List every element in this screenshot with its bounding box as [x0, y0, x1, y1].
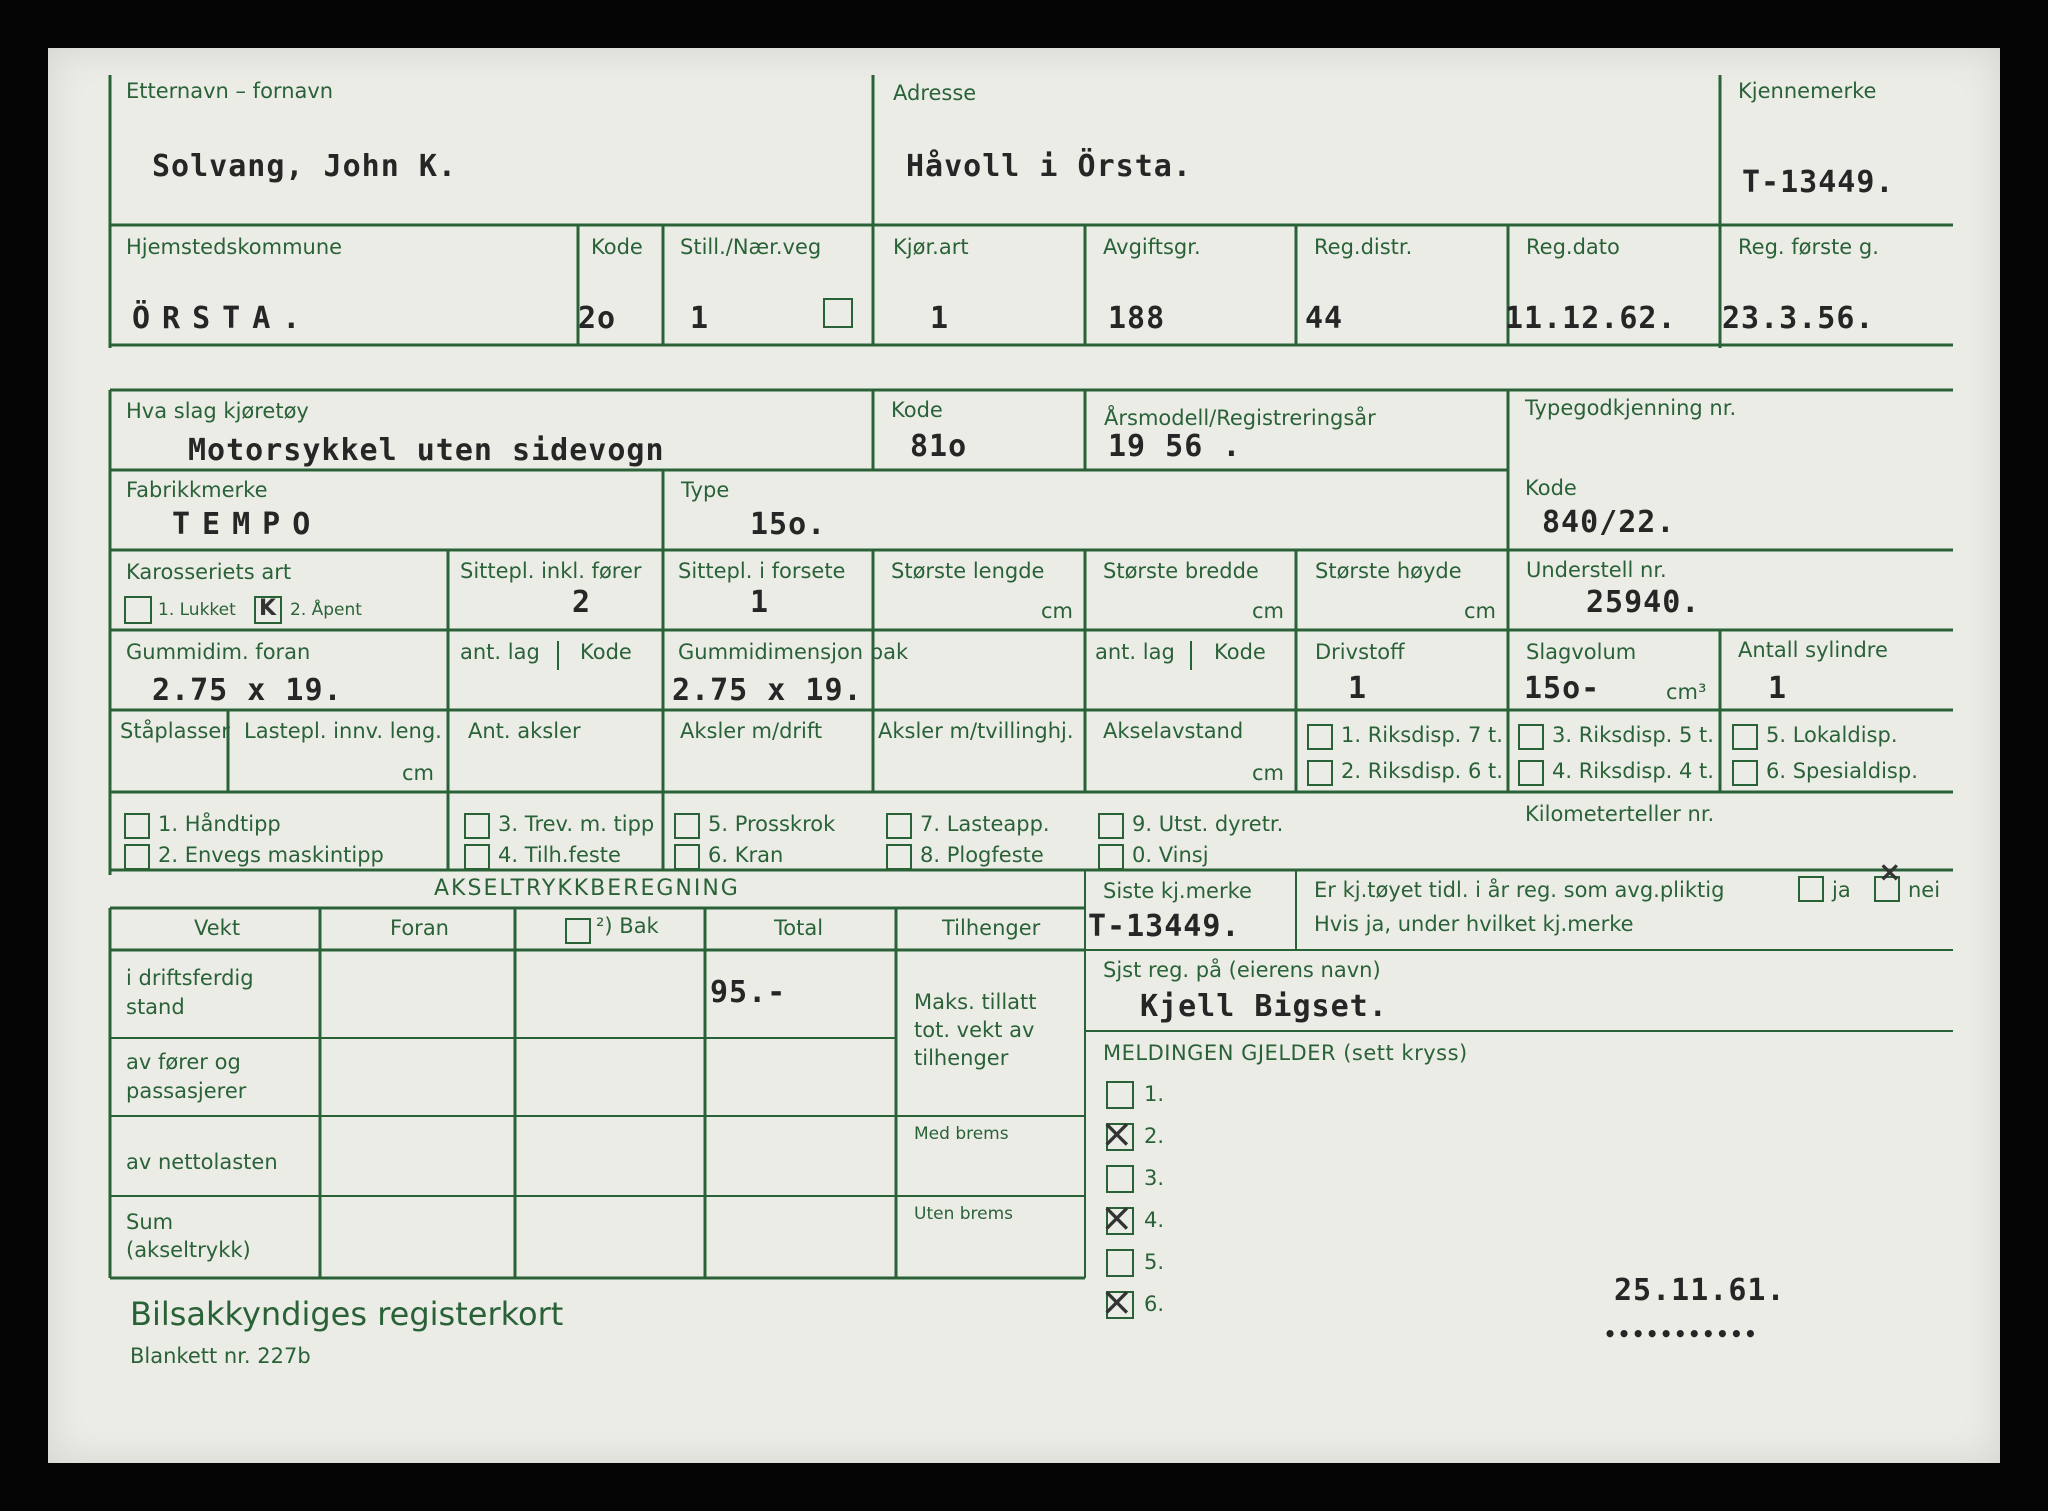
equip4-checkbox[interactable]: [464, 844, 490, 870]
equip3-checkbox[interactable]: [464, 813, 490, 839]
wheelbase-label: Akselavstand: [1103, 719, 1244, 743]
last-plate-label: Siste kj.merke: [1103, 879, 1252, 903]
form-grid-lines: [48, 48, 2000, 1463]
model-year-value: 19 56 .: [1108, 429, 1242, 464]
prev-reg-no-label: nei: [1908, 878, 1941, 902]
code-label: Kode: [591, 235, 643, 259]
drive-axles-label: Aksler m/drift: [680, 719, 823, 743]
rear-checkbox[interactable]: [565, 918, 591, 944]
height-unit: cm: [1464, 599, 1497, 623]
disp6-label: 6. Spesialdisp.: [1766, 759, 1918, 783]
fuel-value: 1: [1348, 671, 1368, 706]
disp1-label: 1. Riksdisp. 7 t.: [1341, 723, 1503, 747]
front-seats-value: 1: [750, 585, 770, 620]
disp2-label: 2. Riksdisp. 6 t.: [1341, 759, 1503, 783]
displacement-unit: cm³: [1666, 680, 1707, 704]
equip2-checkbox[interactable]: [124, 844, 150, 870]
kind-code-value: 81o: [910, 429, 968, 464]
fuel-label: Drivstoff: [1315, 640, 1405, 664]
reg-date-value: 11.12.62.: [1505, 301, 1677, 336]
equip4-label: 4. Tilh.feste: [498, 843, 621, 867]
cylinders-value: 1: [1768, 671, 1788, 706]
registration-card: [48, 48, 2000, 1463]
body-open-mark: K: [259, 596, 277, 621]
trailer-max-label: Maks. tillatt tot. vekt av tilhenger: [914, 990, 1037, 1070]
disp5-checkbox[interactable]: [1732, 724, 1758, 750]
equip2-label: 2. Envegs maskintipp: [158, 843, 384, 867]
municipality-label: Hjemstedskommune: [126, 235, 343, 259]
reg-district-value: 44: [1305, 301, 1344, 336]
address-value: Håvoll i Örsta.: [906, 149, 1192, 184]
wheelbase-unit: cm: [1252, 761, 1285, 785]
standing-label: Ståplasser: [120, 719, 230, 743]
equip8-label: 8. Plogfeste: [920, 843, 1044, 867]
equip0-label: 0. Vinsj: [1132, 843, 1209, 867]
with-brakes-label: Med brems: [914, 1124, 1009, 1144]
equip6-label: 6. Kran: [708, 843, 784, 867]
rear-kode-label: Kode: [1214, 640, 1266, 664]
col-weight-header: Vekt: [194, 916, 241, 940]
odometer-label: Kilometerteller nr.: [1525, 802, 1715, 826]
form-title: Bilsakkyndiges registerkort: [130, 1295, 564, 1333]
body-open-label: 2. Åpent: [290, 600, 362, 620]
tyre-front-value: 2.75 x 19.: [152, 673, 343, 708]
make-label: Fabrikkmerke: [126, 478, 268, 502]
card-date-dots: •••••••••••: [1604, 1322, 1759, 1346]
disp2-checkbox[interactable]: [1307, 760, 1333, 786]
message-option-4-label: 4.: [1144, 1208, 1165, 1232]
load-length-unit: cm: [402, 761, 435, 785]
message-option-6-label: 6.: [1144, 1292, 1165, 1316]
equip3-label: 3. Trev. m. tipp: [498, 812, 655, 836]
seats-value: 2: [572, 585, 592, 620]
col-trailer-header: Tilhenger: [942, 916, 1041, 940]
last-owner-label: Sjst reg. på (eierens navn): [1103, 958, 1381, 982]
message-option-3-checkbox[interactable]: [1106, 1165, 1134, 1193]
col-front-header: Foran: [390, 916, 449, 940]
type-value: 15o.: [750, 507, 827, 542]
row-net-load-label: av nettolasten: [126, 1150, 278, 1174]
fee-group-label: Avgiftsgr.: [1103, 235, 1201, 259]
disp4-label: 4. Riksdisp. 4 t.: [1552, 759, 1714, 783]
drive-type-label: Kjør.art: [893, 235, 969, 259]
reg-district-label: Reg.distr.: [1314, 235, 1413, 259]
prev-reg-yes-label: ja: [1832, 878, 1851, 902]
if-yes-label: Hvis ja, under hvilket kj.merke: [1314, 912, 1634, 936]
total-weight-value: 95.-: [710, 975, 787, 1010]
equip9-label: 9. Utst. dyretr.: [1132, 812, 1284, 836]
load-length-label: Lastepl. innv. leng.: [244, 719, 442, 743]
code-value: 2o: [578, 301, 617, 336]
plate-label: Kjennemerke: [1738, 79, 1877, 103]
prev-reg-question: Er kj.tøyet tidl. i år reg. som avg.pliktig: [1314, 878, 1725, 902]
type-code-value: 840/22.: [1542, 505, 1676, 540]
card-date-value: 25.11.61.: [1614, 1273, 1786, 1308]
make-value: TEMPO: [172, 507, 323, 542]
cylinders-label: Antall sylindre: [1738, 638, 1888, 662]
fee-group-value: 188: [1108, 301, 1166, 336]
type-approval-label: Typegodkjenning nr.: [1525, 396, 1737, 420]
row-sum-label: Sum (akseltrykk): [126, 1210, 251, 1262]
disp1-checkbox[interactable]: [1307, 724, 1333, 750]
prev-reg-yes-checkbox[interactable]: [1798, 876, 1824, 902]
name-value: Solvang, John K.: [152, 149, 457, 184]
message-option-1-checkbox[interactable]: [1106, 1081, 1134, 1109]
drive-type-value: 1: [930, 301, 950, 336]
displacement-label: Slagvolum: [1526, 640, 1637, 664]
position-checkbox[interactable]: [823, 298, 853, 328]
axles-label: Ant. aksler: [468, 719, 581, 743]
form-number: Blankett nr. 227b: [130, 1344, 311, 1368]
tyre-front-label: Gummidim. foran: [126, 640, 311, 664]
message-option-3-label: 3.: [1144, 1166, 1165, 1190]
vehicle-kind-value: Motorsykkel uten sidevogn: [188, 433, 665, 468]
equip9-checkbox[interactable]: [1098, 813, 1124, 839]
prev-reg-no-mark: ×: [1878, 855, 1902, 888]
message-option-2-mark: ×: [1100, 1111, 1134, 1157]
twin-axles-label: Aksler m/tvillinghj.: [878, 719, 1074, 743]
front-ant-lag-label: ant. lag: [460, 640, 540, 664]
seats-label: Sittepl. inkl. fører: [460, 559, 642, 583]
axle-load-title: AKSELTRYKKBEREGNING: [434, 876, 740, 901]
last-plate-value: T-13449.: [1088, 909, 1241, 944]
length-label: Største lengde: [891, 559, 1045, 583]
equip0-checkbox[interactable]: [1098, 844, 1124, 870]
body-label: Karosseriets art: [126, 560, 292, 584]
body-closed-checkbox[interactable]: [124, 596, 152, 624]
message-option-2-label: 2.: [1144, 1124, 1165, 1148]
name-label: Etternavn – fornavn: [126, 79, 334, 103]
col-total-header: Total: [774, 916, 824, 940]
front-seats-label: Sittepl. i forsete: [678, 559, 846, 583]
type-code-label: Kode: [1525, 476, 1577, 500]
disp5-label: 5. Lokaldisp.: [1766, 723, 1898, 747]
height-label: Største høyde: [1315, 559, 1462, 583]
last-owner-value: Kjell Bigset.: [1140, 989, 1388, 1024]
front-kode-label: Kode: [580, 640, 632, 664]
tyre-rear-label: Gummidimensjon bak: [678, 640, 909, 664]
width-label: Største bredde: [1103, 559, 1259, 583]
col-rear-header: ²) Bak: [596, 914, 659, 938]
model-year-label: Årsmodell/Registreringsår: [1104, 406, 1376, 430]
displacement-value: 15o-: [1524, 671, 1601, 706]
message-option-5-checkbox[interactable]: [1106, 1249, 1134, 1277]
equip8-checkbox[interactable]: [886, 844, 912, 870]
message-label: MELDINGEN GJELDER (sett kryss): [1103, 1041, 1468, 1065]
body-closed-label: 1. Lukket: [158, 600, 236, 620]
message-option-6-mark: ×: [1100, 1279, 1134, 1325]
first-reg-label: Reg. første g.: [1738, 235, 1879, 259]
equip5-checkbox[interactable]: [674, 813, 700, 839]
kind-code-label: Kode: [891, 398, 943, 422]
municipality-value: ÖRSTA.: [132, 301, 313, 336]
position-label: Still./Nær.veg: [680, 235, 822, 259]
equip5-label: 5. Prosskrok: [708, 812, 836, 836]
rear-ant-lag-label: ant. lag: [1095, 640, 1175, 664]
equip1-label: 1. Håndtipp: [158, 812, 281, 836]
plate-value: T-13449.: [1742, 165, 1895, 200]
equip7-label: 7. Lasteapp.: [920, 812, 1050, 836]
chassis-label: Understell nr.: [1526, 558, 1667, 582]
row-passengers-label: av fører og passasjerer: [126, 1050, 247, 1103]
vehicle-kind-label: Hva slag kjøretøy: [126, 399, 309, 423]
message-option-1-label: 1.: [1144, 1082, 1165, 1106]
width-unit: cm: [1252, 599, 1285, 623]
length-unit: cm: [1041, 599, 1074, 623]
address-label: Adresse: [893, 81, 977, 105]
first-reg-value: 23.3.56.: [1722, 301, 1875, 336]
equip6-checkbox[interactable]: [674, 844, 700, 870]
message-option-4-mark: ×: [1100, 1195, 1134, 1241]
chassis-value: 25940.: [1586, 585, 1701, 620]
tyre-rear-value: 2.75 x 19.: [672, 673, 863, 708]
disp3-checkbox[interactable]: [1518, 724, 1544, 750]
equip1-checkbox[interactable]: [124, 813, 150, 839]
disp6-checkbox[interactable]: [1732, 760, 1758, 786]
type-label: Type: [681, 478, 730, 502]
reg-date-label: Reg.dato: [1526, 235, 1620, 259]
equip7-checkbox[interactable]: [886, 813, 912, 839]
row-operational-label: i driftsferdig stand: [126, 966, 254, 1019]
position-value: 1: [690, 301, 710, 336]
message-option-5-label: 5.: [1144, 1250, 1165, 1274]
disp4-checkbox[interactable]: [1518, 760, 1544, 786]
disp3-label: 3. Riksdisp. 5 t.: [1552, 723, 1714, 747]
without-brakes-label: Uten brems: [914, 1204, 1014, 1224]
